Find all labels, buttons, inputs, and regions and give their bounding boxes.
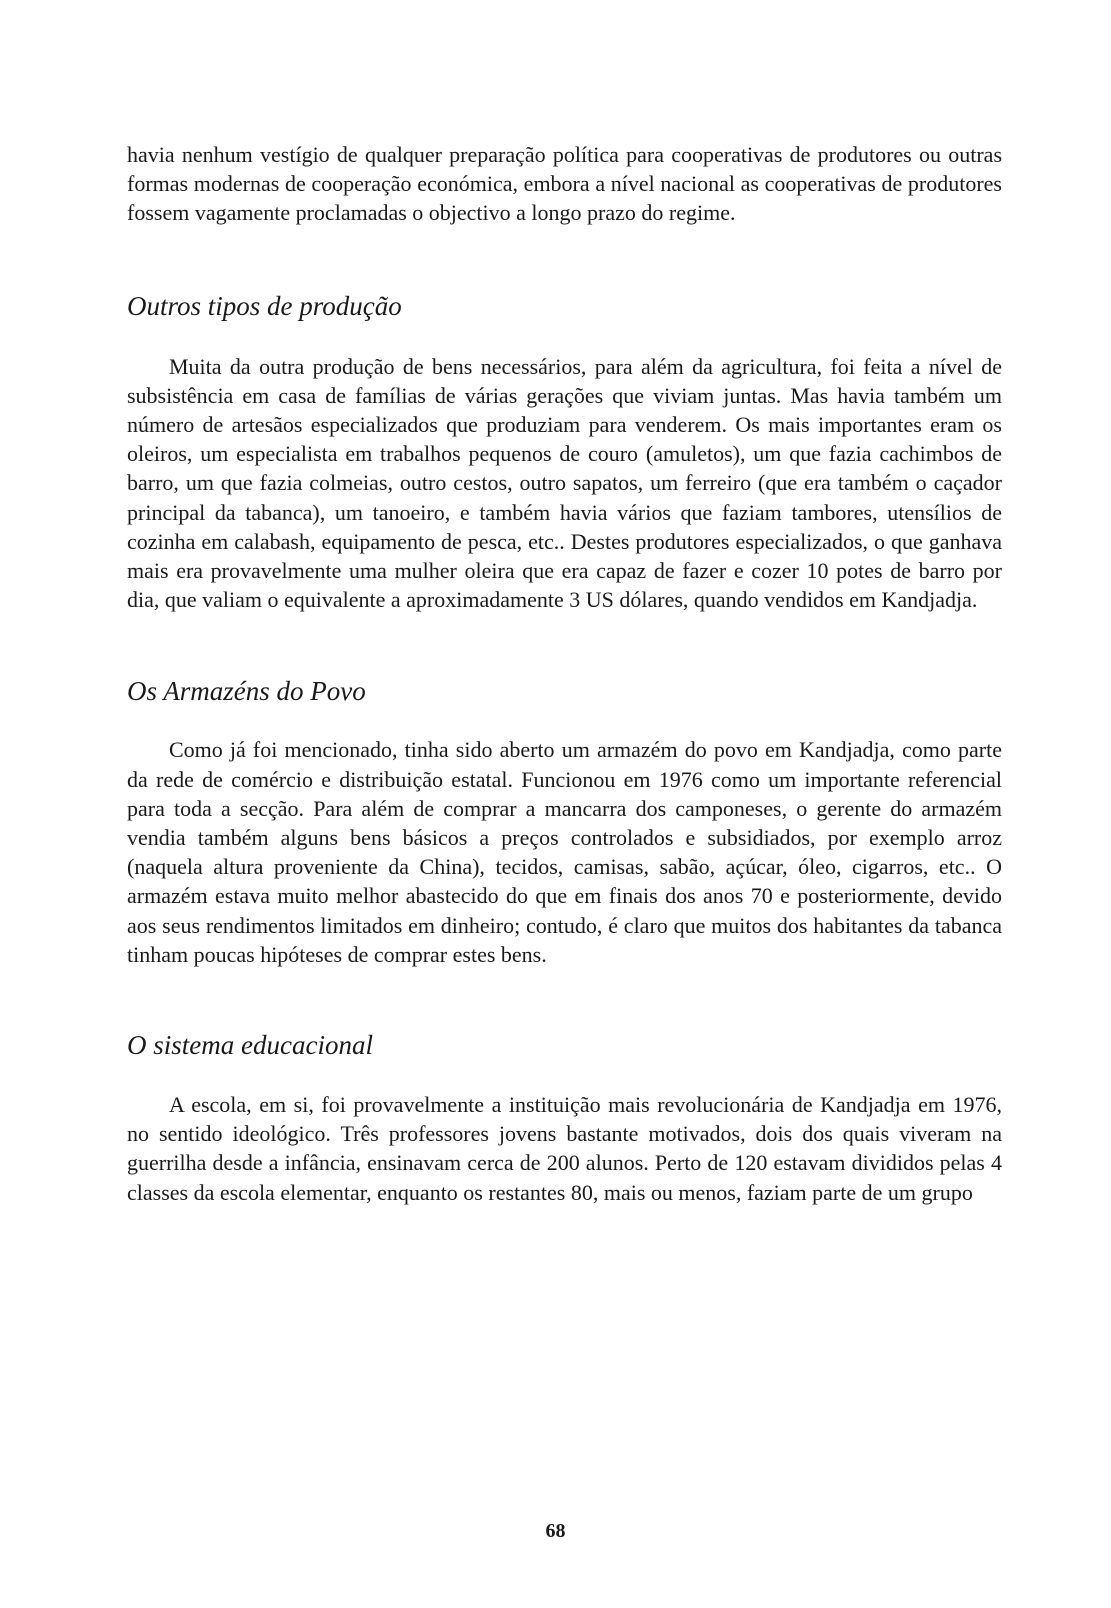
section-heading-armazens: Os Armazéns do Povo (127, 676, 366, 707)
section-paragraph-sistema-educacional: A escola, em si, foi provavelmente a instituição mais revolucionária de Kandjadja em 1976, no sentido ideológico. Três professores jovens bastante motivados, dois dos quais viveram na guerrilha desde a infância, ensinavam cerca de 200 alunos. Perto de 120 estavam divididos pelas 4 classes da escola elementar, enquanto os restantes 80, mais ou menos, faziam parte de um grupo (127, 1092, 1002, 1205)
section-paragraph-armazens: Como já foi mencionado, tinha sido aberto um armazém do povo em Kandjadja, como parte da rede de comércio e distribuição estatal. Funcionou em 1976 como um importante referencial para toda a secção. Para além de comprar a mancarra dos camponeses, o gerente do armazém vendia também alguns bens básicos a preços controlados e subsidiados, por exemplo arroz (naquela altura proveniente da China), tecidos, camisas, sabão, açúcar, óleo, cigarros, etc.. O armazém estava muito melhor abastecido do que em finais dos anos 70 e posteriormente, devido aos seus rendimentos limitados em dinheiro; contudo, é claro que muitos dos habitantes da tabanca tinham poucas hipóteses de comprar estes bens. (127, 737, 1002, 967)
page-body (127, 140, 1002, 1207)
section-heading-sistema-educacional: O sistema educacional (127, 1030, 373, 1061)
section-paragraph-outros-tipos: Muita da outra produção de bens necessários, para além da agricultura, foi feita a nível de subsistência em casa de famílias de várias gerações que viviam juntas. Mas havia também um número de artesãos especializados que produziam para venderem. Os mais importantes eram os oleiros, um especialista em trabalhos pequenos de couro (amuletos), um que fazia cachimbos de barro, um que fazia colmeias, outro cestos, outro sapatos, um ferreiro (que era também o caçador principal da tabanca), um tanoeiro, e também havia vários que faziam tambores, utensílios de cozinha em calabash, equipamento de pesca, etc.. Destes produtores especializados, o que ganhava mais era provavelmente uma mulher oleira que era capaz de fazer e cozer 10 potes de barro por dia, que valiam o equivalente a aproximadamente 3 US dólares, quando vendidos em Kandjadja. (127, 353, 1002, 613)
page-number: 68 (545, 1520, 566, 1542)
section-heading-outros-tipos: Outros tipos de produção (127, 290, 402, 321)
intro-paragraph: havia nenhum vestígio de qualquer preparação política para cooperativas de produtores ou outras formas modernas de cooperação económica, embora a nível nacional as cooperativas de produtores fossem vagamente proclamadas o objectivo a longo prazo do regime. (127, 142, 1002, 226)
